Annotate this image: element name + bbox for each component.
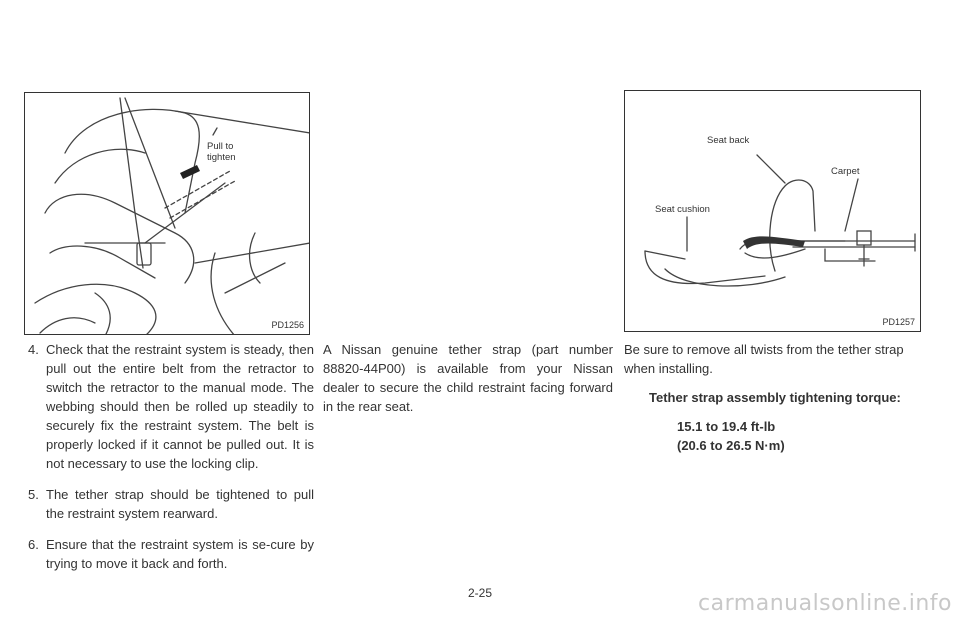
step-text: Ensure that the restraint system is se-cure by trying to move it back and forth. xyxy=(46,537,314,571)
step-item xyxy=(24,535,314,573)
illustration-child-restraint-tether xyxy=(24,92,310,335)
twist-paragraph: Be sure to remove all twists from the tether strap when installing. xyxy=(624,342,904,376)
child-seat-drawing xyxy=(25,93,310,335)
torque-heading: Tether strap assembly tightening torque: xyxy=(649,390,901,405)
label-seat-cushion: Seat cushion xyxy=(655,204,710,215)
label-carpet: Carpet xyxy=(831,166,860,177)
right-column xyxy=(624,340,924,455)
callout-line-2: tighten xyxy=(207,152,236,163)
page-number: 2-25 xyxy=(467,586,493,600)
step-text: The tether strap should be tightened to pull the restraint system rearward. xyxy=(46,487,314,521)
illustration-tether-anchor xyxy=(624,90,921,332)
figure-id-left: PD1256 xyxy=(271,320,304,330)
step-item xyxy=(24,485,314,523)
instructions-column xyxy=(24,340,314,585)
callout-pull-to-tighten xyxy=(207,141,236,163)
step-number: 4. xyxy=(28,342,39,357)
step-number: 6. xyxy=(28,537,39,552)
figure-id-right: PD1257 xyxy=(882,317,915,327)
torque-values xyxy=(677,417,924,455)
middle-column xyxy=(323,340,613,416)
tether-strap-paragraph: A Nissan genuine tether strap (part number 88820-44P00) is available from your Nissan dealer to secure the child restraint facing forward in the rear seat. xyxy=(323,342,613,414)
torque-value-nm: (20.6 to 26.5 N·m) xyxy=(677,438,785,453)
step-number: 5. xyxy=(28,487,39,502)
step-text: Check that the restraint system is steady, then pull out the entire belt from the retractor to switch the retractor to the manual mode. The webbing should then be rolled up steadily to securely fix the restraint system. The belt is properly locked if it cannot be pulled out. It is not necessary to use the locking clip. xyxy=(46,342,314,471)
torque-value-ftlb: 15.1 to 19.4 ft-lb xyxy=(677,419,776,434)
watermark: carmanualsonline.info xyxy=(698,591,952,616)
label-seat-back: Seat back xyxy=(707,135,750,146)
step-item xyxy=(24,340,314,473)
callout-line-1: Pull to xyxy=(207,141,234,152)
steps-list xyxy=(24,340,314,573)
